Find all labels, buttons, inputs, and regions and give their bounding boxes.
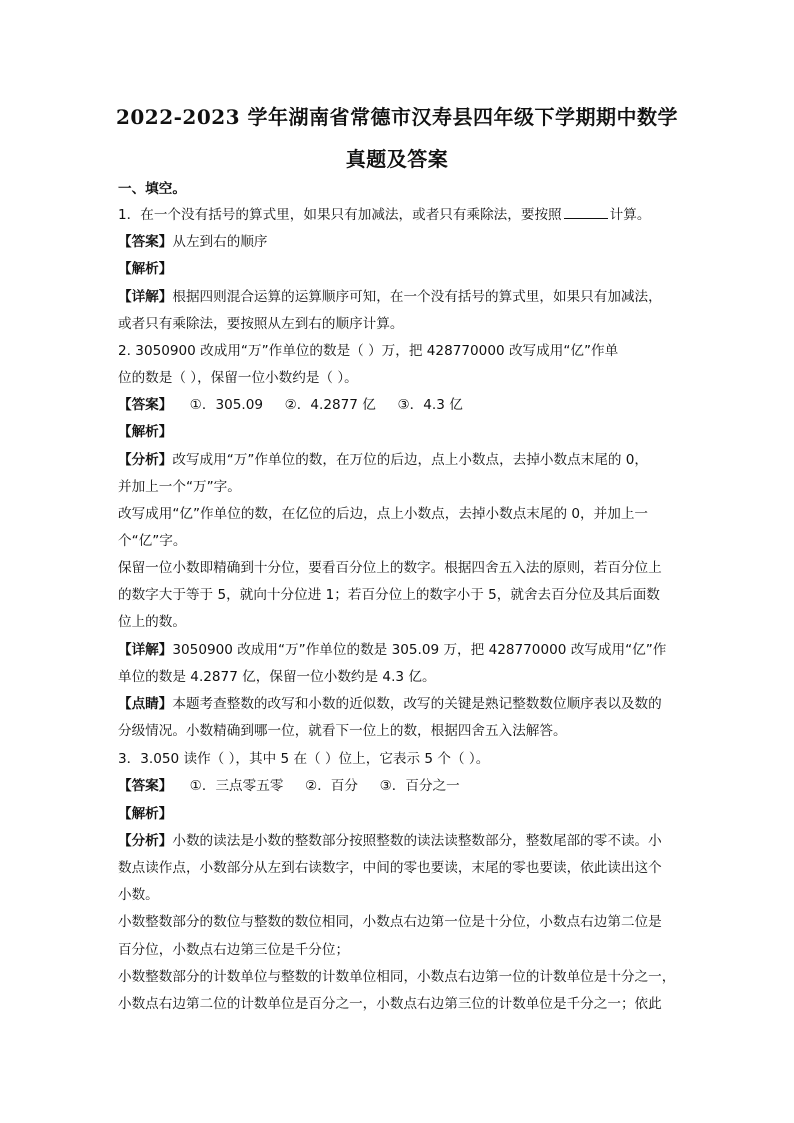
question-2-analysis-line-7: 位上的数。 [118, 614, 186, 630]
question-2-analysis-tag: 【解析】 [118, 424, 173, 440]
answer-text: ①．305.09 ②．4.2877 亿 ③．4.3 亿 [172, 397, 463, 413]
question-2-detail-line-1 [118, 641, 666, 659]
detail-tag: 【详解】 [118, 642, 173, 658]
analysis-tag: 【分析】 [118, 833, 173, 849]
answer-tag: 【答案】 [118, 397, 173, 413]
tip-text: 本题考查整数的改写和小数的近似数，改写的关键是熟记整数数位顺序表以及数的 [172, 696, 662, 712]
question-1-answer [118, 233, 268, 251]
question-1-detail-line-2: 或者只有乘除法，要按照从左到右的顺序计算。 [118, 316, 404, 332]
detail-tag: 【详解】 [118, 289, 173, 305]
question-2-analysis-line-5: 保留一位小数即精确到十分位，要看百分位上的数字。根据四舍五入法的原则，若百分位上 [118, 560, 662, 576]
question-2-tip-line-2: 分级情况。小数精确到哪一位，就看下一位上的数，根据四舍五入法解答。 [118, 723, 567, 739]
tip-tag: 【点睛】 [118, 696, 173, 712]
question-2-analysis-line-2: 并加上一个“万”字。 [118, 479, 241, 495]
detail-text: 根据四则混合运算的运算顺序可知，在一个没有括号的算式里，如果只有加减法， [172, 289, 662, 305]
answer-text: ①．三点零五零 ②．百分 ③．百分之一 [172, 778, 460, 794]
question-3-analysis-line-7: 小数点右边第二位的计数单位是百分之一，小数点右边第三位的计数单位是千分之一；依此 [118, 996, 662, 1012]
question-1-analysis-tag: 【解析】 [118, 261, 173, 277]
question-2-analysis-line-6: 的数字大于等于 5，就向十分位进 1；若百分位上的数字小于 5，就舍去百分位及其后面数 [118, 587, 660, 603]
question-2-analysis-line-3: 改写成用“亿”作单位的数，在亿位的后边，点上小数点，去掉小数点末尾的 0，并加上一 [118, 506, 649, 522]
question-3-analysis-line-6: 小数整数部分的计数单位与整数的计数单位相同，小数点右边第一位的计数单位是十分之一， [118, 969, 676, 985]
question-3-line-1: 3．3.050 读作（ ），其中 5 在（ ）位上，它表示 5 个（ ）。 [118, 751, 490, 767]
question-3-analysis-line-3: 小数。 [118, 887, 159, 903]
question-2-analysis-line-1 [118, 451, 648, 469]
question-3-analysis-line-2: 数点读作点，小数部分从左到右读数字，中间的零也要读，末尾的零也要读，依此读出这个 [118, 860, 662, 876]
question-3-analysis-tag: 【解析】 [118, 806, 173, 822]
document-title-line-1: 2022-2023 学年湖南省常德市汉寿县四年级下学期期中数学 [115, 105, 679, 129]
question-2-tip-line-1 [118, 695, 662, 713]
question-3-analysis-line-4: 小数整数部分的数位与整数的数位相同，小数点右边第一位是十分位，小数点右边第二位是 [118, 914, 662, 930]
question-2-detail-line-2: 单位的数是 4.2877 亿，保留一位小数约是 4.3 亿。 [118, 669, 436, 685]
analysis-tag: 【分析】 [118, 452, 173, 468]
question-3-analysis-line-1 [118, 832, 662, 850]
detail-text: 3050900 改成用“万”作单位的数是 305.09 万，把 428770000 改写成用“亿”作 [172, 642, 667, 658]
question-3-answer [118, 777, 460, 795]
question-2-analysis-line-4: 个“亿”字。 [118, 533, 187, 549]
answer-text: 从左到右的顺序 [172, 234, 268, 250]
answer-blank [564, 206, 608, 219]
analysis-text: 小数的读法是小数的整数部分按照整数的读法读整数部分，整数尾部的零不读。小 [172, 833, 662, 849]
question-3-analysis-line-5: 百分位，小数点右边第三位是千分位； [118, 942, 350, 958]
question-1-detail-line-1 [118, 288, 662, 306]
document-title-line-2: 真题及答案 [345, 147, 449, 171]
question-2-answer [118, 396, 463, 414]
analysis-text: 改写成用“万”作单位的数，在万位的后边，点上小数点，去掉小数点末尾的 0， [172, 452, 649, 468]
answer-tag: 【答案】 [118, 778, 173, 794]
question-1-text [118, 206, 650, 224]
question-2-line-2: 位的数是（ ），保留一位小数约是（ ）。 [118, 370, 358, 386]
question-1-text-b: 计算。 [609, 207, 651, 223]
question-1-text-a: 1．在一个没有括号的算式里，如果只有加减法，或者只有乘除法，要按照 [118, 207, 562, 223]
question-2-line-1: 2. 3050900 改成用“万”作单位的数是（ ）万，把 428770000 改写成用“亿”作单 [118, 343, 619, 359]
answer-tag: 【答案】 [118, 234, 173, 250]
section-heading-fill-in: 一、填空。 [118, 181, 186, 197]
